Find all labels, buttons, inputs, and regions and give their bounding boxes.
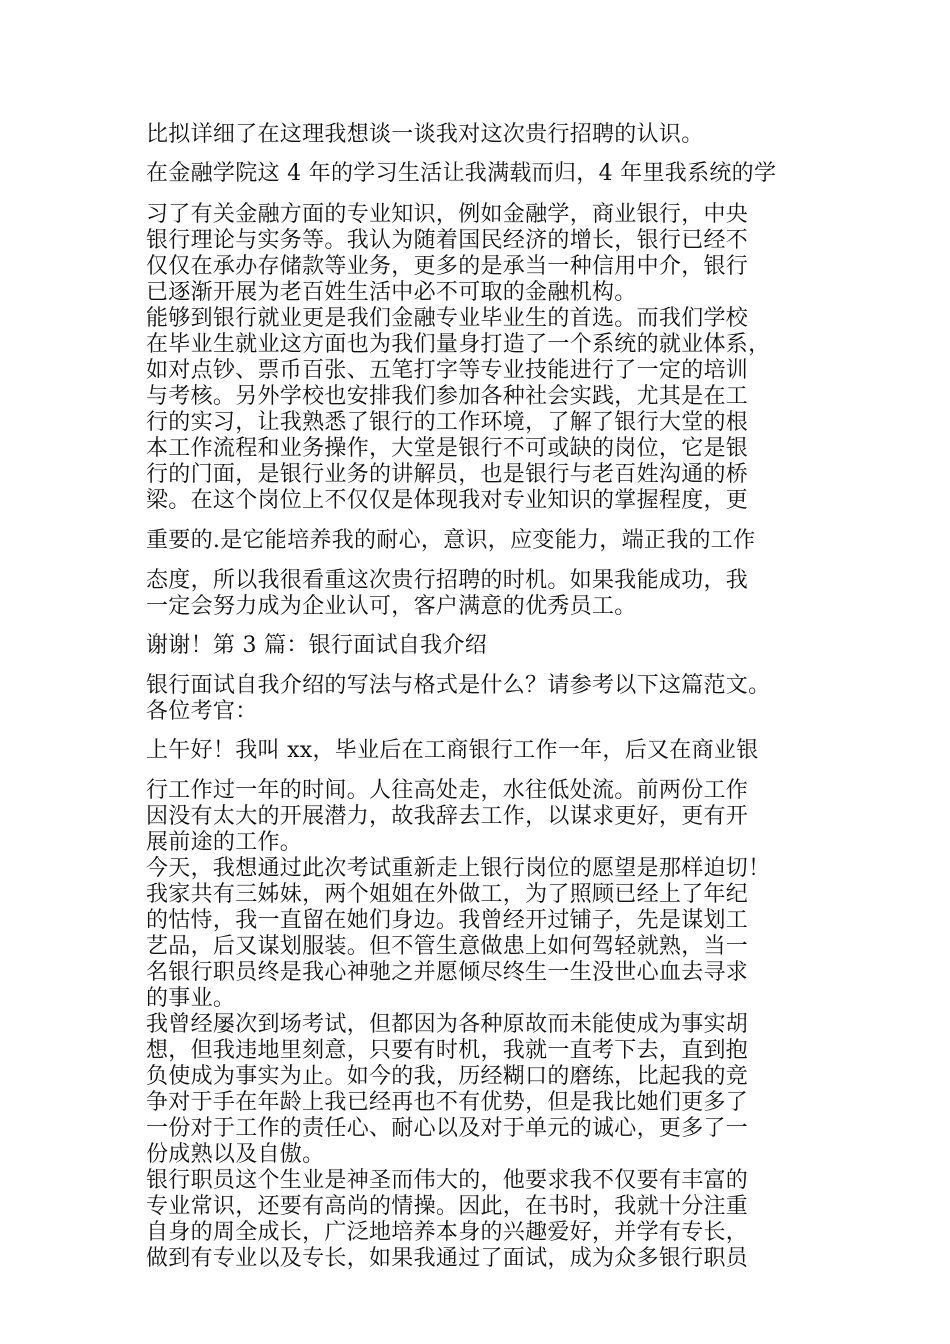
- text-line: 争对于手在年龄上我已经再也不有优势，但是我比她们更多了: [146, 1090, 749, 1115]
- text-line: 能够到银行就业更是我们金融专业毕业生的首选。而我们学校: [146, 306, 749, 331]
- text-line: 行的门面，是银行业务的讲解员，也是银行与老百姓沟通的桥: [146, 462, 749, 487]
- text-line: 上午好！我叫 xx，毕业后在工商银行工作一年，后又在商业银: [146, 738, 759, 763]
- text-line: 各位考官：: [146, 699, 258, 724]
- text-line: 银行理论与实务等。我认为随着国民经济的增长，银行已经不: [146, 228, 749, 253]
- text-line: 在毕业生就业这方面也为我们量身打造了一个系统的就业体系，: [146, 332, 771, 357]
- text-line: 一定会努力成为企业认可，客户满意的优秀员工。: [146, 594, 637, 619]
- text-line: 如对点钞、票币百张、五笔打字等专业技能进行了一定的培训: [146, 358, 749, 383]
- text-line: 我家共有三姊妹，两个姐姐在外做工，为了照顾已经上了年纪: [146, 882, 749, 907]
- text-line: 态度，所以我很看重这次贵行招聘的时机。如果我能成功，我: [146, 568, 749, 593]
- text-line: 展前途的工作。: [146, 830, 303, 855]
- text-line: 仅仅在承办存储款等业务，更多的是承当一种信用中介，银行: [146, 254, 749, 279]
- text-line: 梁。在这个岗位上不仅仅是体现我对专业知识的掌握程度，更: [146, 488, 749, 513]
- text-line: 在金融学院这 4 年的学习生活让我满载而归，4 年里我系统的学: [146, 161, 777, 186]
- text-line: 名银行职员终是我心神驰之并愿倾尽终生一生没世心血去寻求: [146, 960, 749, 985]
- text-line: 银行面试自我介绍的写法与格式是什么？请参考以下这篇范文。: [146, 673, 771, 698]
- text-line: 一份对于工作的责任心、耐心以及对于单元的诚心，更多了一: [146, 1116, 749, 1141]
- text-line: 与考核。另外学校也安排我们参加各种社会实践，尤其是在工: [146, 384, 749, 409]
- text-line: 习了有关金融方面的专业知识，例如金融学，商业银行，中央: [146, 202, 749, 227]
- text-line: 谢谢！第 3 篇：银行面试自我介绍: [146, 633, 488, 658]
- text-line: 的事业。: [146, 986, 236, 1011]
- text-line: 负使成为事实为止。如今的我，历经糊口的磨练，比起我的竞: [146, 1064, 749, 1089]
- text-line: 自身的周全成长，广泛地培养本身的兴趣爱好，并学有专长，: [146, 1220, 749, 1245]
- text-line: 艺品，后又谋划服装。但不管生意做患上如何驾轻就熟，当一: [146, 934, 749, 959]
- text-line: 的怙恃，我一直留在她们身边。我曾经开过铺子，先是谋划工: [146, 908, 749, 933]
- text-line: 专业常识，还要有高尚的情操。因此，在书时，我就十分注重: [146, 1194, 749, 1219]
- text-line: 本工作流程和业务操作，大堂是银行不可或缺的岗位，它是银: [146, 436, 749, 461]
- text-line: 比拟详细了在这理我想谈一谈我对这次贵行招聘的认识。: [146, 122, 704, 147]
- text-line: 份成熟以及自傲。: [146, 1142, 325, 1167]
- text-line: 我曾经屡次到场考试，但都因为各种原故而未能使成为事实胡: [146, 1012, 749, 1037]
- text-line: 因没有太大的开展潜力，故我辞去工作，以谋求更好，更有开: [146, 804, 749, 829]
- text-line: 做到有专业以及专长，如果我通过了面试，成为众多银行职员: [146, 1246, 749, 1271]
- text-line: 行工作过一年的时间。人往高处走，水往低处流。前两份工作: [146, 778, 749, 803]
- text-line: 重要的.是它能培养我的耐心，意识，应变能力，端正我的工作: [146, 528, 756, 553]
- text-line: 已逐渐开展为老百姓生活中必不可取的金融机构。: [146, 280, 637, 305]
- text-line: 今天，我想通过此次考试重新走上银行岗位的愿望是那样迫切！: [146, 856, 771, 881]
- text-line: 行的实习，让我熟悉了银行的工作环境，了解了银行大堂的根: [146, 410, 749, 435]
- text-line: 银行职员这个生业是神圣而伟大的，他要求我不仅要有丰富的: [146, 1168, 749, 1193]
- text-line: 想，但我违地里刻意，只要有时机，我就一直考下去，直到抱: [146, 1038, 749, 1063]
